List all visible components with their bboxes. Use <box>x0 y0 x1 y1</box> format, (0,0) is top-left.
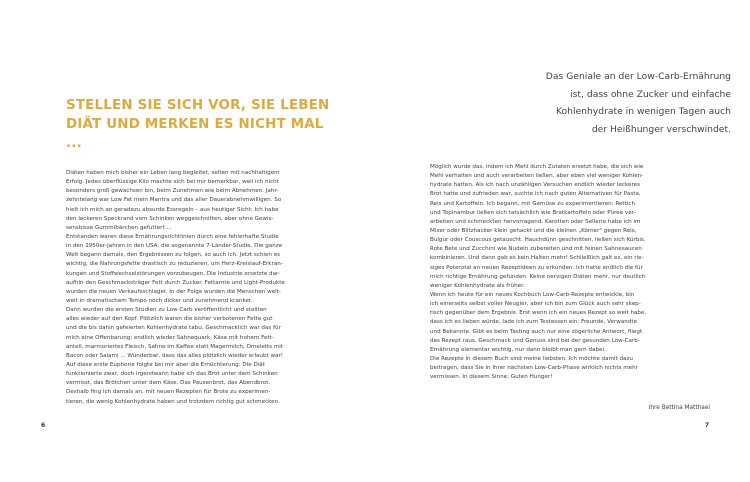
quote-line: der Heißhunger verschwindet. <box>591 123 731 135</box>
body-line: Ernährung elementar wichtig, nur dann bleibt man gern dabei. <box>430 346 606 353</box>
body-line: und die bis dahin gefeierten Kohlenhydrate tabu. Geschmacklich war das für <box>66 325 281 332</box>
body-line: siges Potenzial an neuen Rezeptideen zu erkunden. Ich hatte endlich die für <box>430 264 643 271</box>
pull-quote <box>451 68 731 138</box>
body-line: aufhin den Geschmacksträger Fett durch Zucker. Fettarme und Light-Produkte <box>66 279 285 286</box>
body-line: zehntelang war Low Fat mein Mantra und das aller Dauerabnehmwilligen. So <box>66 197 282 204</box>
quote-line: ist, dass ohne Zucker und einfache <box>570 88 731 100</box>
quote-line: Das Geniale an der Low-Carb-Ernährung <box>545 71 731 82</box>
body-line: das Rezept raus. Geschmack und Genuss sind bei der gesunden Low-Carb- <box>430 337 640 344</box>
body-line: beitragen, dass Sie in Ihrer nächsten Low-Carb-Phase wirklich nichts mehr <box>430 365 638 372</box>
body-line: sensbisse Gummibärchen gefuttert ... <box>66 224 172 231</box>
body-line: Diäten haben mich bisher ein Leben lang begleitet, selten mit nachhaltigem <box>66 170 280 176</box>
body-line: vermissen. In diesem Sinne: Guten Hunger! <box>430 374 553 381</box>
body-line: alles wieder auf den Kopf. Plötzlich waren die bisher verbotenen Fette gut <box>66 316 273 323</box>
body-text-left <box>66 169 341 407</box>
body-line: Dann wurden die ersten Studien zu Low Carb veröffentlicht und stellten <box>66 307 267 314</box>
body-line: in den 1950er-Jahren in den USA, die sogenannte 7-Länder-Studie. Die ganze <box>66 243 283 250</box>
body-line: kombinieren. Und dann gab es kein Halten mehr! Schließlich galt es, ein rie- <box>430 255 644 262</box>
body-line: Möglich wurde das, indem ich Mehl durch Zutaten ersetzt habe, die sich wie <box>430 164 644 170</box>
body-line: den leckeren Speckrand vom Schinken weggeschnitten, aber ohne Gewis- <box>66 215 274 222</box>
body-line: Die Rezepte in diesem Buch sind meine liebsten. Ich möchte damit dazu <box>430 355 633 362</box>
right-page <box>375 0 750 482</box>
body-line: Brot hatte und zufrieden war, suchte ich nach guten Alternativen für Pasta, <box>430 191 641 198</box>
quote-line: Kohlenhydrate in wenigen Tagen auch <box>555 106 731 117</box>
body-line: mich richtige Ernährung gefunden. Keine nervigen Diäten mehr, nur deutlich <box>430 273 646 280</box>
body-line: und Topinambur ließen sich tatsächlich wie Bratkartoffeln oder Püree ver- <box>430 209 636 216</box>
body-line: arbeiten und schmeckten hervorragend. Karotten oder Sellerie habe ich im <box>430 218 641 225</box>
signature: Ihre Bettina Matthaei <box>648 405 710 411</box>
page-number: 6 <box>41 422 46 429</box>
body-line: Bacon oder Salami ... Wunderbar, dass das alles plötzlich wieder erlaubt war! <box>66 352 284 359</box>
body-line: wurden die neuen Verkaufsschlager. In der Folge wurden die Menschen welt- <box>66 288 281 295</box>
body-line: ich einerseits selbst voller Neugier, aber ich bin zum Glück auch sehr skep- <box>430 301 641 308</box>
body-line: Auf diese erste Euphorie folgte bei mir aber die Ernüchterung: Die Diät <box>66 361 265 368</box>
body-line: dass ich es lieben würde, lade ich zum Testessen ein: Freunde, Verwandte <box>430 319 638 326</box>
body-line: Welt begann damals, den Ergebnissen zu folgen, so auch ich. Jetzt schien es <box>66 252 281 259</box>
page-number: 7 <box>704 422 709 429</box>
body-line: weniger Kohlenhydrate als früher. <box>430 282 525 289</box>
body-line: hydrate hatten. Als ich nach unzähligen Versuchen endlich wieder leckeres <box>430 182 641 189</box>
body-line: Bulgur oder Couscous getauscht. Hauchdünn geschnitten, ließen sich Kürbis, <box>430 237 646 244</box>
body-line: hielt ich mich an geradezu absurde Essregeln – aus heutiger Sicht: Ich habe <box>66 206 279 213</box>
body-line: wichtig, die Nahrungsfette drastisch zu reduzieren, um Herz-Kreislauf-Erkran- <box>66 261 283 268</box>
body-line: vermisst, das Brötchen unter dem Käse. Das Pausenbrot, das Abendbrot. <box>66 380 271 387</box>
body-line: Mixer oder Blitzhacker klein gehackt und die kleinen „Körner" gegen Reis, <box>430 227 637 234</box>
body-line: Entstanden waren diese Ernährungsrichtlinien durch eine fehlerhafte Studie <box>66 233 279 240</box>
body-line: Reis und Kartoffeln. Ich begann, mit Gemüse zu experimentieren: Rettich <box>430 200 635 207</box>
body-line: Wenn ich heute für ein neues Kochbuch Low-Carb-Rezepte entwickle, bin <box>430 291 635 298</box>
body-line: Mehl verhalten und auch verarbeiten ließen, aber eben viel weniger Kohlen- <box>430 173 644 180</box>
body-line: Erfolg. Jedes überflüssige Kilo machte sich bei mir bemerkbar, weil ich nicht <box>66 179 279 186</box>
body-line: tieren, die wenig Kohlenhydrate haben und trotzdem richtig gut schmecken. <box>66 398 280 405</box>
body-line: kungen und Stoffwechselstörungen vorzubeugen. Die Industrie ersetzte dar- <box>66 270 280 277</box>
body-line: mich eine Offenbarung: endlich wieder Sahnequark, Käse mit hohem Fett- <box>66 334 274 341</box>
headline-line: DIÄT UND MERKEN ES NICHT MAL ... <box>66 117 324 151</box>
body-line: und Bekannte. Gibt es beim Tasting auch nur eine zögerliche Antwort, fliegt <box>430 328 643 335</box>
body-line: weit in dramatischem Tempo noch dicker und zunehmend kranker. <box>66 297 253 304</box>
body-line: anteil, marmoriertes Fleisch, Sahne im Kaffee statt Magermilch, Omeletts mit <box>66 343 284 350</box>
headline-line: STELLEN SIE SICH VOR, SIE LEBEN <box>66 98 330 113</box>
body-line: tisch gegenüber dem Ergebnis. Erst wenn ich ein neues Rezept so weit habe, <box>430 310 647 317</box>
body-line: besonders groß gewachsen bin, beim Zunehmen wie beim Abnehmen. Jahr- <box>66 188 279 195</box>
headline <box>66 96 336 153</box>
body-line: Rote Bete und Zucchini wie Nudeln zubereiten und mit feinen Sahnesaucen <box>430 246 642 253</box>
body-text-right <box>430 163 705 382</box>
body-line: Deshalb fing ich damals an, mit neuen Rezepten für Brote zu experimen- <box>66 389 271 396</box>
body-line: funktionierte zwar, doch irgendwann habe ich das Brot unter dem Schinken <box>66 371 278 378</box>
